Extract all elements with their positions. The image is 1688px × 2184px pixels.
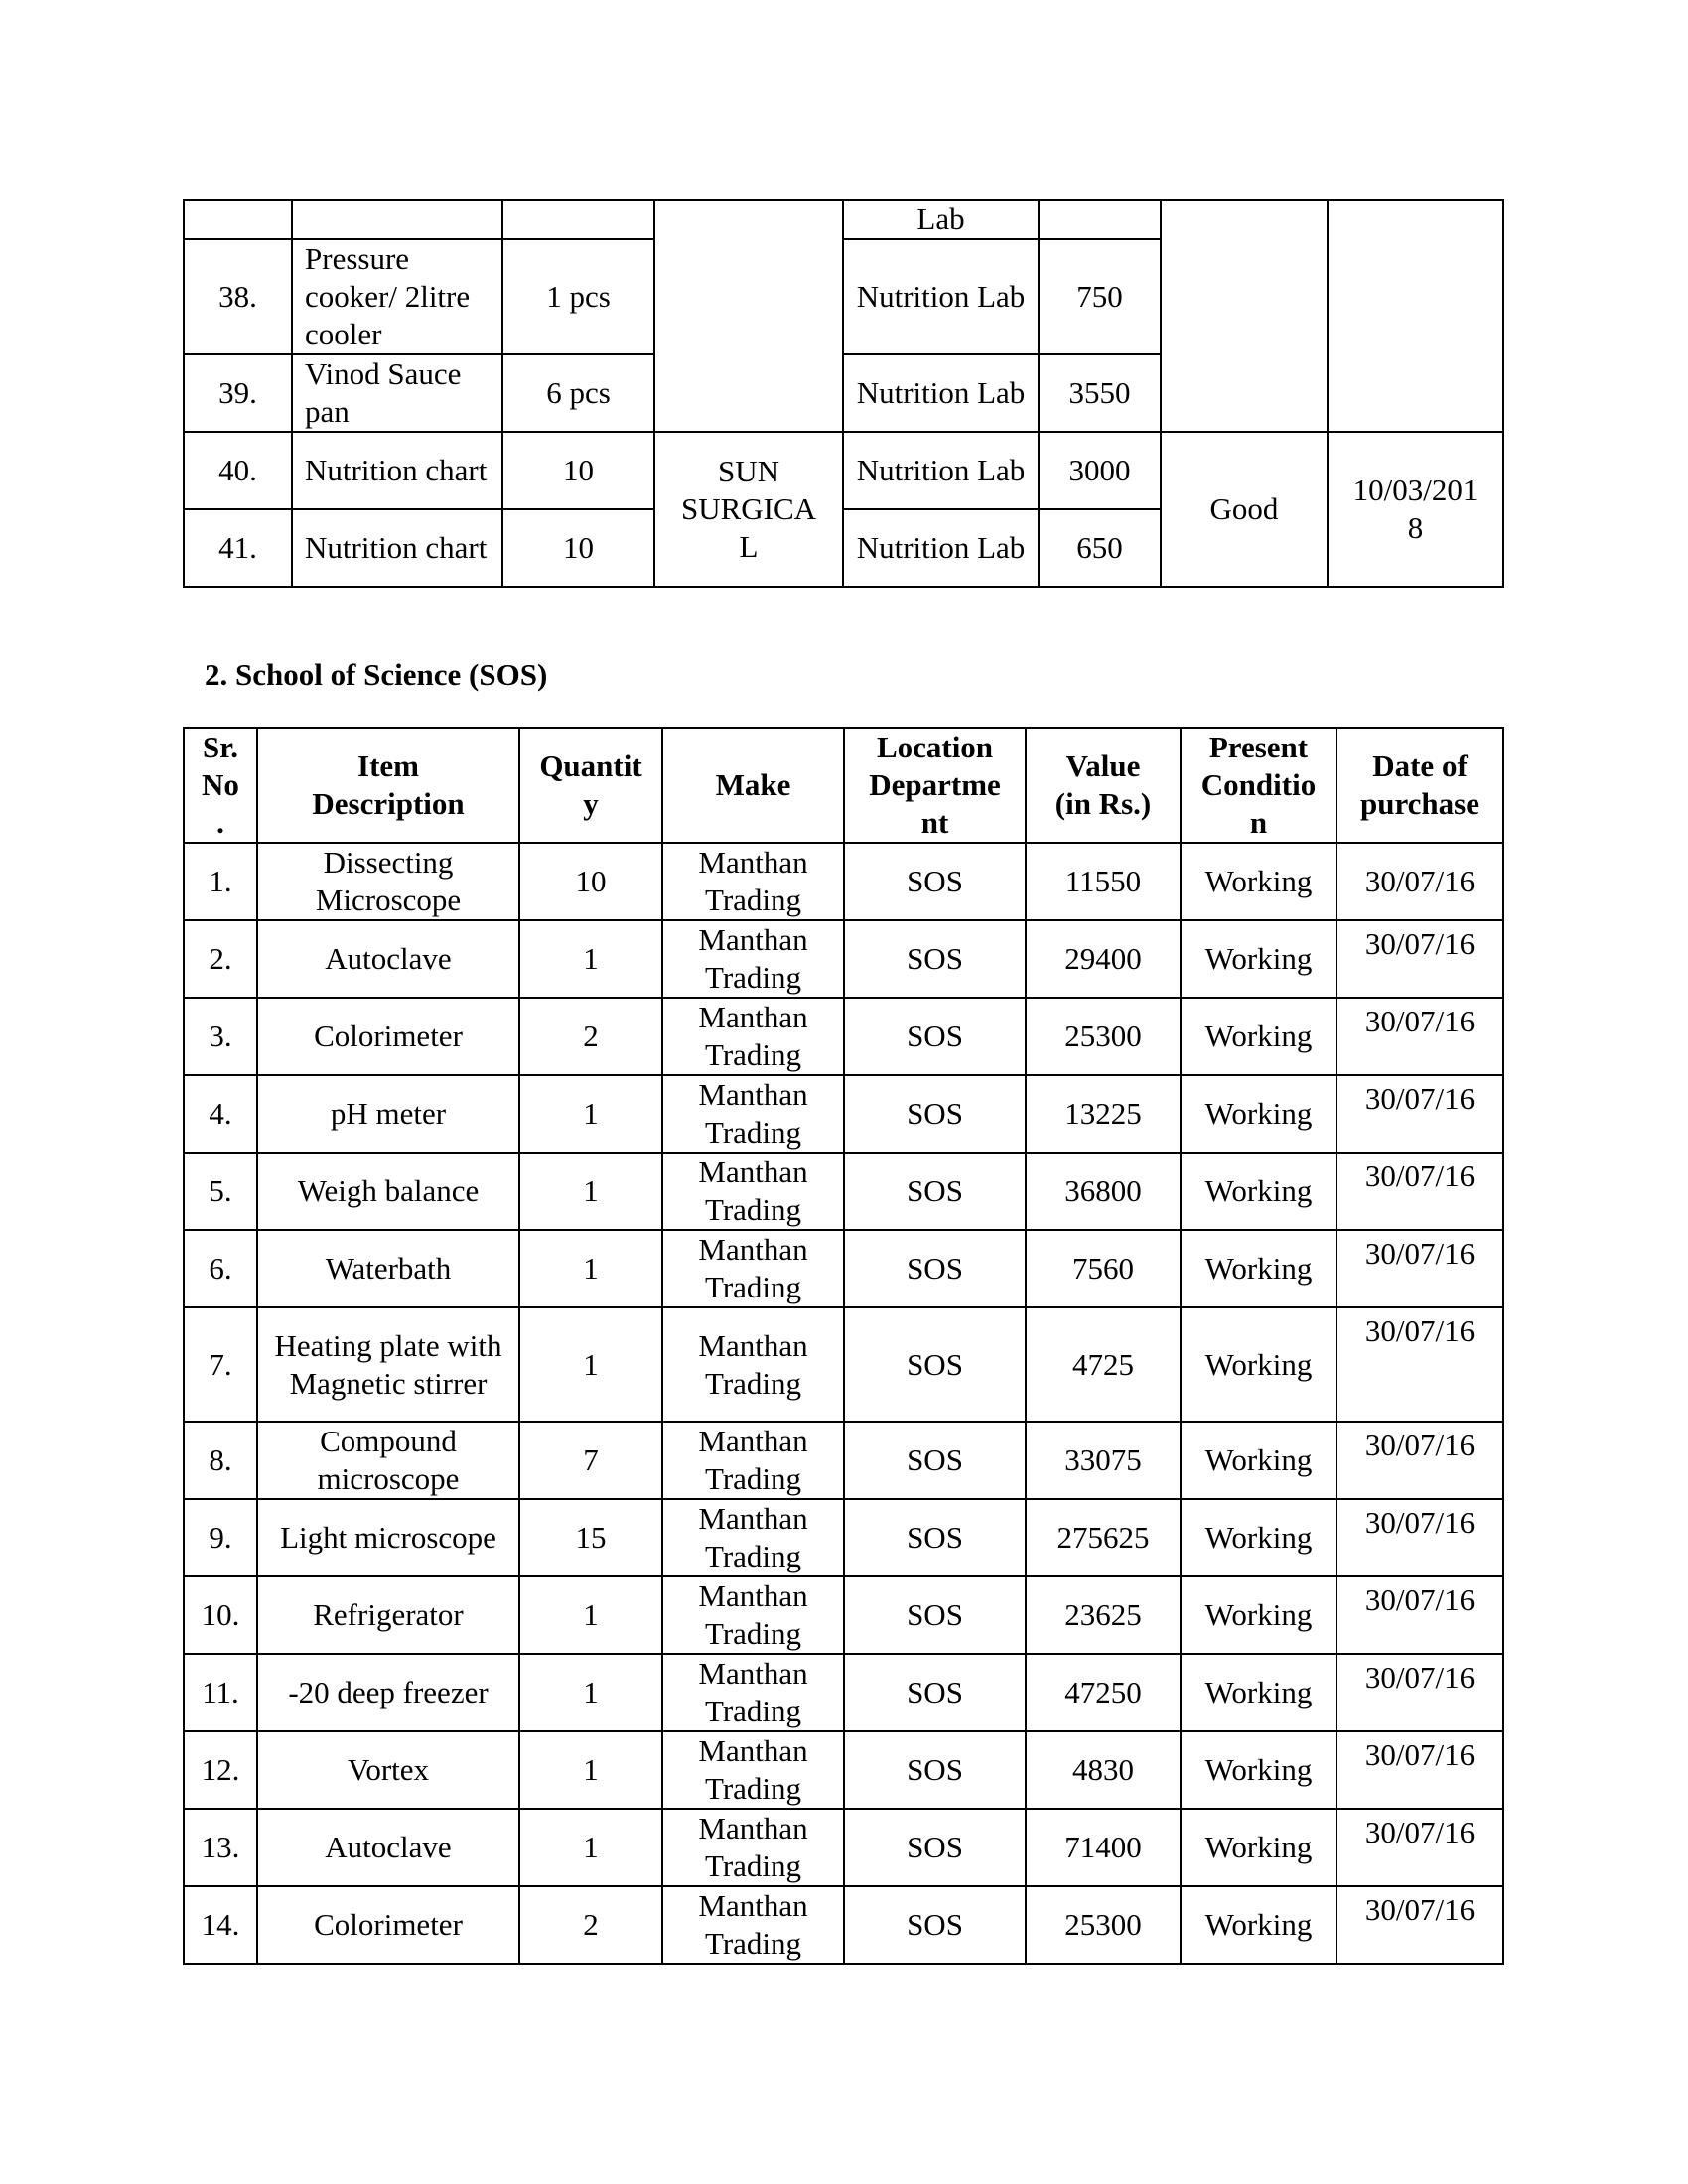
cell-quantity: 6 pcs (502, 354, 654, 432)
header-make: Make (662, 728, 844, 843)
cell-location: SOS (844, 1886, 1026, 1964)
cell-item: -20 deep freezer (257, 1654, 519, 1731)
cell-sr: 5. (184, 1153, 257, 1230)
continuation-table (183, 199, 1504, 588)
table-row (184, 1886, 1503, 1964)
cell-make: SUN SURGICA L (654, 432, 843, 587)
cell-location: SOS (844, 920, 1026, 998)
cell-item: Waterbath (257, 1230, 519, 1307)
cell-location: SOS (844, 1422, 1026, 1499)
cell-item: Vinod Sauce pan (292, 354, 502, 432)
cell-quantity: 1 (519, 1307, 662, 1422)
cell-quantity: 1 (519, 1731, 662, 1809)
cell-condition: Working (1181, 1809, 1336, 1886)
cell-date: 30/07/16 (1336, 1230, 1503, 1307)
cell-quantity: 1 pcs (502, 239, 654, 354)
cell-value: 750 (1039, 239, 1161, 354)
table-row (184, 1809, 1503, 1886)
cell-location: SOS (844, 1576, 1026, 1654)
cell-empty (184, 200, 292, 239)
cell-item: Dissecting Microscope (257, 843, 519, 920)
cell-sr: 12. (184, 1731, 257, 1809)
cell-quantity: 1 (519, 1654, 662, 1731)
cell-item: Weigh balance (257, 1153, 519, 1230)
cell-value: 25300 (1026, 1886, 1181, 1964)
header-location: Location Departme nt (844, 728, 1026, 843)
cell-quantity: 1 (519, 1230, 662, 1307)
cell-quantity: 7 (519, 1422, 662, 1499)
cell-date: 30/07/16 (1336, 1654, 1503, 1731)
table-row (184, 1230, 1503, 1307)
cell-item: Nutrition chart (292, 432, 502, 509)
cell-date: 30/07/16 (1336, 920, 1503, 998)
cell-sr: 7. (184, 1307, 257, 1422)
cell-location: SOS (844, 1499, 1026, 1576)
cell-date: 30/07/16 (1336, 998, 1503, 1075)
cell-date: 30/07/16 (1336, 1499, 1503, 1576)
table-row (184, 998, 1503, 1075)
cell-quantity: 10 (502, 432, 654, 509)
cell-location: Nutrition Lab (843, 509, 1039, 587)
cell-quantity: 1 (519, 1576, 662, 1654)
cell-make: Manthan Trading (662, 1075, 844, 1153)
cell-sr: 3. (184, 998, 257, 1075)
cell-date: 30/07/16 (1336, 843, 1503, 920)
cell-condition: Working (1181, 1654, 1336, 1731)
cell-condition: Working (1181, 1230, 1336, 1307)
cell-value: 36800 (1026, 1153, 1181, 1230)
cell-quantity: 2 (519, 998, 662, 1075)
cell-item: Autoclave (257, 1809, 519, 1886)
cell-sr: 40. (184, 432, 292, 509)
cell-make: Manthan Trading (662, 1499, 844, 1576)
cell-sr: 39. (184, 354, 292, 432)
cell-condition-empty (1161, 200, 1328, 432)
cell-quantity: 15 (519, 1499, 662, 1576)
cell-item: Nutrition chart (292, 509, 502, 587)
cell-item: Refrigerator (257, 1576, 519, 1654)
cell-value: 4830 (1026, 1731, 1181, 1809)
cell-location: SOS (844, 1075, 1026, 1153)
cell-condition: Working (1181, 1422, 1336, 1499)
cell-condition: Working (1181, 998, 1336, 1075)
cell-location: SOS (844, 998, 1026, 1075)
cell-value: 650 (1039, 509, 1161, 587)
cell-location: SOS (844, 1809, 1026, 1886)
table-row (184, 432, 1503, 509)
cell-item: Colorimeter (257, 998, 519, 1075)
table-row (184, 1576, 1503, 1654)
cell-quantity: 10 (502, 509, 654, 587)
cell-condition: Working (1181, 1576, 1336, 1654)
cell-item: Compound microscope (257, 1422, 519, 1499)
cell-value: 3550 (1039, 354, 1161, 432)
cell-location: Nutrition Lab (843, 432, 1039, 509)
cell-location: Nutrition Lab (843, 239, 1039, 354)
cell-location: SOS (844, 843, 1026, 920)
cell-location: SOS (844, 1307, 1026, 1422)
cell-make-empty (654, 200, 843, 432)
cell-sr: 2. (184, 920, 257, 998)
cell-make: Manthan Trading (662, 1654, 844, 1731)
cell-item: Heating plate with Magnetic stirrer (257, 1307, 519, 1422)
cell-condition: Working (1181, 1075, 1336, 1153)
cell-location: SOS (844, 1230, 1026, 1307)
cell-make: Manthan Trading (662, 998, 844, 1075)
cell-location: SOS (844, 1654, 1026, 1731)
table-row (184, 200, 1503, 239)
cell-empty (1039, 200, 1161, 239)
cell-location: SOS (844, 1731, 1026, 1809)
cell-quantity: 10 (519, 843, 662, 920)
table-row (184, 1307, 1503, 1422)
cell-quantity: 1 (519, 1075, 662, 1153)
cell-item: Vortex (257, 1731, 519, 1809)
cell-value: 25300 (1026, 998, 1181, 1075)
cell-date: 30/07/16 (1336, 1422, 1503, 1499)
cell-make: Manthan Trading (662, 1576, 844, 1654)
cell-empty (502, 200, 654, 239)
cell-make: Manthan Trading (662, 1153, 844, 1230)
header-sr: Sr. No . (184, 728, 257, 843)
cell-date: 30/07/16 (1336, 1075, 1503, 1153)
cell-location: Nutrition Lab (843, 354, 1039, 432)
cell-item: Light microscope (257, 1499, 519, 1576)
cell-value: 4725 (1026, 1307, 1181, 1422)
cell-item: Autoclave (257, 920, 519, 998)
cell-quantity: 1 (519, 1809, 662, 1886)
sos-table (183, 727, 1504, 1965)
cell-sr: 10. (184, 1576, 257, 1654)
cell-make: Manthan Trading (662, 1422, 844, 1499)
cell-value: 275625 (1026, 1499, 1181, 1576)
cell-value: 47250 (1026, 1654, 1181, 1731)
cell-location: Lab (843, 200, 1039, 239)
cell-item: Pressure cooker/ 2litre cooler (292, 239, 502, 354)
cell-sr: 6. (184, 1230, 257, 1307)
cell-value: 7560 (1026, 1230, 1181, 1307)
cell-value: 3000 (1039, 432, 1161, 509)
cell-condition: Working (1181, 1153, 1336, 1230)
cell-date: 10/03/201 8 (1328, 432, 1503, 587)
cell-sr: 4. (184, 1075, 257, 1153)
cell-make: Manthan Trading (662, 1731, 844, 1809)
header-value: Value (in Rs.) (1026, 728, 1181, 843)
cell-location: SOS (844, 1153, 1026, 1230)
header-date: Date of purchase (1336, 728, 1503, 843)
cell-condition: Working (1181, 1499, 1336, 1576)
cell-sr: 11. (184, 1654, 257, 1731)
cell-date-empty (1328, 200, 1503, 432)
cell-item: pH meter (257, 1075, 519, 1153)
cell-make: Manthan Trading (662, 1307, 844, 1422)
table-row (184, 920, 1503, 998)
cell-date: 30/07/16 (1336, 1576, 1503, 1654)
table-row (184, 1499, 1503, 1576)
cell-value: 11550 (1026, 843, 1181, 920)
cell-date: 30/07/16 (1336, 1153, 1503, 1230)
cell-condition: Working (1181, 843, 1336, 920)
cell-sr: 13. (184, 1809, 257, 1886)
cell-date: 30/07/16 (1336, 1809, 1503, 1886)
cell-sr: 8. (184, 1422, 257, 1499)
cell-make: Manthan Trading (662, 843, 844, 920)
header-item: Item Description (257, 728, 519, 843)
cell-make: Manthan Trading (662, 1230, 844, 1307)
cell-sr: 41. (184, 509, 292, 587)
cell-quantity: 1 (519, 920, 662, 998)
cell-quantity: 2 (519, 1886, 662, 1964)
header-condition: Present Conditio n (1181, 728, 1336, 843)
cell-quantity: 1 (519, 1153, 662, 1230)
table-row (184, 1654, 1503, 1731)
cell-make: Manthan Trading (662, 1886, 844, 1964)
cell-sr: 38. (184, 239, 292, 354)
cell-item: Colorimeter (257, 1886, 519, 1964)
table-row (184, 1153, 1503, 1230)
cell-condition: Working (1181, 1307, 1336, 1422)
cell-value: 71400 (1026, 1809, 1181, 1886)
cell-sr: 9. (184, 1499, 257, 1576)
cell-condition: Good (1161, 432, 1328, 587)
cell-condition: Working (1181, 1886, 1336, 1964)
cell-date: 30/07/16 (1336, 1307, 1503, 1422)
cell-condition: Working (1181, 920, 1336, 998)
table-row (184, 843, 1503, 920)
cell-make: Manthan Trading (662, 920, 844, 998)
cell-make: Manthan Trading (662, 1809, 844, 1886)
header-row (184, 728, 1503, 843)
cell-sr: 14. (184, 1886, 257, 1964)
cell-condition: Working (1181, 1731, 1336, 1809)
section-heading: 2. School of Science (SOS) (205, 657, 548, 692)
cell-date: 30/07/16 (1336, 1731, 1503, 1809)
table-row (184, 1075, 1503, 1153)
cell-empty (292, 200, 502, 239)
cell-date: 30/07/16 (1336, 1886, 1503, 1964)
table-row (184, 1422, 1503, 1499)
cell-value: 33075 (1026, 1422, 1181, 1499)
header-quantity: Quantit y (519, 728, 662, 843)
cell-value: 29400 (1026, 920, 1181, 998)
sos-table-body (184, 843, 1503, 1964)
cell-value: 23625 (1026, 1576, 1181, 1654)
table-row (184, 1731, 1503, 1809)
cell-value: 13225 (1026, 1075, 1181, 1153)
cell-sr: 1. (184, 843, 257, 920)
